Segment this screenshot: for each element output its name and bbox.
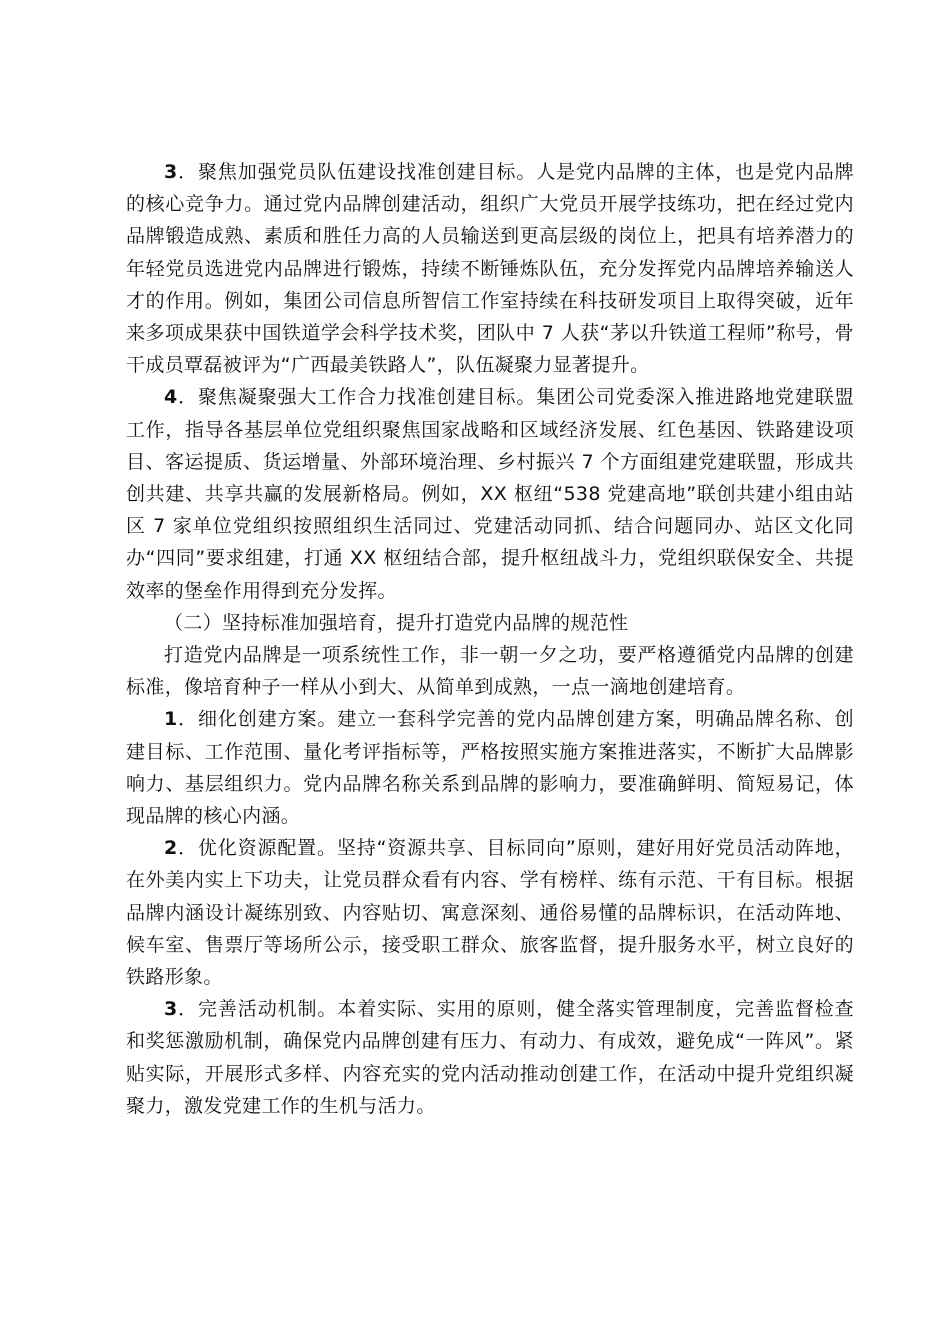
paragraph-text: ．细化创建方案。建立一套科学完善的党内品牌创建方案，明确品牌名称、创建目标、工作范围、量化考评指标等，严格按照实施方案推进落实，不断扩大品牌影响力、基层组织力。党内品牌名称关系到品牌的影响力，要准确鲜明、简短易记，体现品牌的核心内涵。 bbox=[126, 708, 854, 828]
item-number: 1 bbox=[164, 708, 178, 731]
list-item-3 bbox=[126, 993, 854, 1122]
list-item-2 bbox=[126, 832, 854, 993]
item-number: 2 bbox=[164, 837, 178, 860]
paragraph-text: ．优化资源配置。坚持“资源共享、目标同向”原则，建好用好党员活动阵地，在外美内实上下功夫，让党员群众看有内容、学有榜样、练有示范、干有目标。根据品牌内涵设计凝练别致、内容贴切、寓意深刻、通俗易懂的品牌标识，在活动阵地、候车室、售票厅等场所公示，接受职工群众、旅客监督，提升服务水平，树立良好的铁路形象。 bbox=[126, 837, 854, 989]
paragraph-text: ．完善活动机制。本着实际、实用的原则，健全落实管理制度，完善监督检查和奖惩激励机制，确保党内品牌创建有压力、有动力、有成效，避免成“一阵风”。紧贴实际，开展形式多样、内容充实的党内活动推动创建工作，在活动中提升党组织凝聚力，激发党建工作的生机与活力。 bbox=[126, 998, 854, 1117]
paragraph-item-3 bbox=[126, 156, 854, 381]
item-number: 3 bbox=[164, 998, 178, 1021]
paragraph-text: ．聚焦加强党员队伍建设找准创建目标。人是党内品牌的主体，也是党内品牌的核心竞争力。通过党内品牌创建活动，组织广大党员开展学技练功，把在经过党内品牌锻造成熟、素质和胜任力高的人员输送到更高层级的岗位上，把具有培养潜力的年轻党员选进党内品牌进行锻炼，持续不断锤炼队伍，充分发挥党内品牌培养输送人才的作用。例如，集团公司信息所智信工作室持续在科技研发项目上取得突破，近年来多项成果获中国铁道学会科学技术奖，团队中 7 人获“茅以升铁道工程师”称号，骨干成员覃磊被评为“广西最美铁路人”，队伍凝聚力显著提升。 bbox=[126, 161, 854, 377]
paragraph-text: ．聚焦凝聚强大工作合力找准创建目标。集团公司党委深入推进路地党建联盟工作，指导各基层单位党组织聚焦国家战略和区域经济发展、红色基因、铁路建设项目、客运提质、货运增量、外部环境治理、乡村振兴 7 个方面组建党建联盟，形成共创共建、共享共赢的发展新格局。例如，XX 枢纽“538 党建高地”联创共建小组由站区 7 家单位党组织按照组织生活同过、党建活动同抓、结合问题同办、站区文化同办“四同”要求组建，打通 XX 枢纽结合部，提升枢纽战斗力，党组织联保安全、共提效率的堡垒作用得到充分发挥。 bbox=[126, 386, 854, 602]
document-body bbox=[126, 156, 854, 1122]
list-item-1 bbox=[126, 703, 854, 832]
item-number: 4 bbox=[164, 386, 178, 409]
section-heading: （二）坚持标准加强培育，提升打造党内品牌的规范性 bbox=[164, 611, 629, 634]
paragraph-item-4 bbox=[126, 381, 854, 606]
item-number: 3 bbox=[164, 161, 178, 183]
section-intro: 打造党内品牌是一项系统性工作，非一朝一夕之功，要严格遵循党内品牌的创建标准，像培育种子一样从小到大、从简单到成熟，一点一滴地创建培育。 bbox=[126, 644, 854, 699]
